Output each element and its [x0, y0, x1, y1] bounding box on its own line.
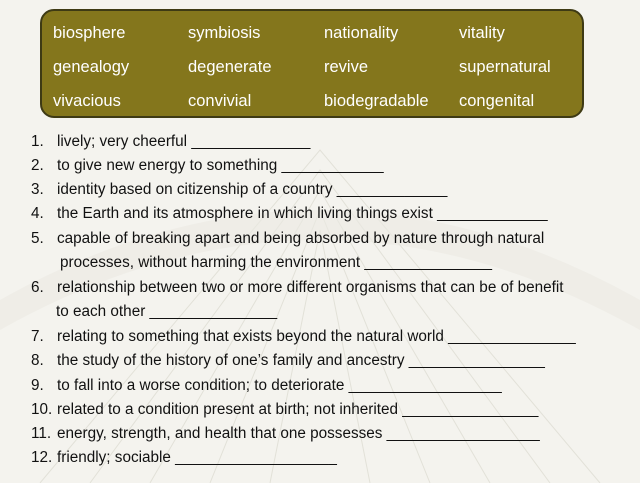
- definition-item: [0, 350, 640, 374]
- definition-text: the Earth and its atmosphere in which living things exist _____________: [57, 205, 548, 222]
- word-bank-term: nationality: [324, 24, 399, 42]
- word-bank-term: symbiosis: [188, 24, 261, 42]
- item-number: 11.: [31, 425, 52, 442]
- word-bank-row: [42, 56, 582, 80]
- word-bank-term: supernatural: [459, 58, 551, 76]
- definition-item: [0, 179, 640, 203]
- definition-text: to fall into a worse condition; to deteriorate __________________: [57, 377, 502, 394]
- word-bank-row: [42, 22, 582, 46]
- definition-text: relationship between two or more different organisms that can be of benefit: [57, 279, 564, 296]
- word-bank-term: vitality: [459, 24, 505, 42]
- item-number: 10.: [31, 401, 53, 418]
- item-number: 12.: [31, 449, 53, 466]
- item-number: 5.: [31, 230, 44, 247]
- definition-text: to give new energy to something ____________: [57, 157, 384, 174]
- word-bank-term: vivacious: [53, 92, 121, 110]
- definition-item: [0, 447, 640, 471]
- word-bank-term: revive: [324, 58, 369, 76]
- definition-item: [0, 326, 640, 350]
- definition-text: the study of the history of one’s family and ancestry ________________: [57, 352, 545, 369]
- word-bank-term: biosphere: [53, 24, 126, 42]
- definition-item: [0, 399, 640, 423]
- item-number: 3.: [31, 181, 44, 198]
- item-number: 2.: [31, 157, 44, 174]
- definition-item: [0, 423, 640, 447]
- definition-text: identity based on citizenship of a country _____________: [57, 181, 448, 198]
- definition-text: related to a condition present at birth; not inherited ________________: [57, 401, 539, 418]
- definition-continuation: [0, 301, 640, 325]
- word-bank-term: biodegradable: [324, 92, 429, 110]
- definition-item: [0, 375, 640, 399]
- definition-item: [0, 203, 640, 227]
- definition-text-continued: to each other _______________: [56, 303, 278, 320]
- item-number: 6.: [31, 279, 44, 296]
- definition-text: capable of breaking apart and being absorbed by nature through natural: [57, 230, 545, 247]
- word-bank-term: degenerate: [188, 58, 272, 76]
- definition-text-continued: processes, without harming the environment _______________: [60, 254, 493, 271]
- word-bank-term: convivial: [188, 92, 252, 110]
- definition-text: relating to something that exists beyond the natural world _______________: [57, 328, 576, 345]
- word-bank-row: [42, 90, 582, 114]
- word-bank-box: [40, 9, 584, 118]
- definition-item: [0, 131, 640, 155]
- definition-item: [0, 228, 640, 252]
- item-number: 9.: [31, 377, 44, 394]
- word-bank-term: congenital: [459, 92, 535, 110]
- definition-item: [0, 277, 640, 301]
- item-number: 7.: [31, 328, 44, 345]
- definition-text: friendly; sociable ___________________: [57, 449, 337, 466]
- definition-item: [0, 155, 640, 179]
- definition-text: lively; very cheerful ______________: [57, 133, 311, 150]
- item-number: 4.: [31, 205, 44, 222]
- definition-continuation: [0, 252, 640, 276]
- definition-text: energy, strength, and health that one possesses __________________: [57, 425, 540, 442]
- word-bank-term: genealogy: [53, 58, 130, 76]
- item-number: 1.: [31, 133, 44, 150]
- item-number: 8.: [31, 352, 44, 369]
